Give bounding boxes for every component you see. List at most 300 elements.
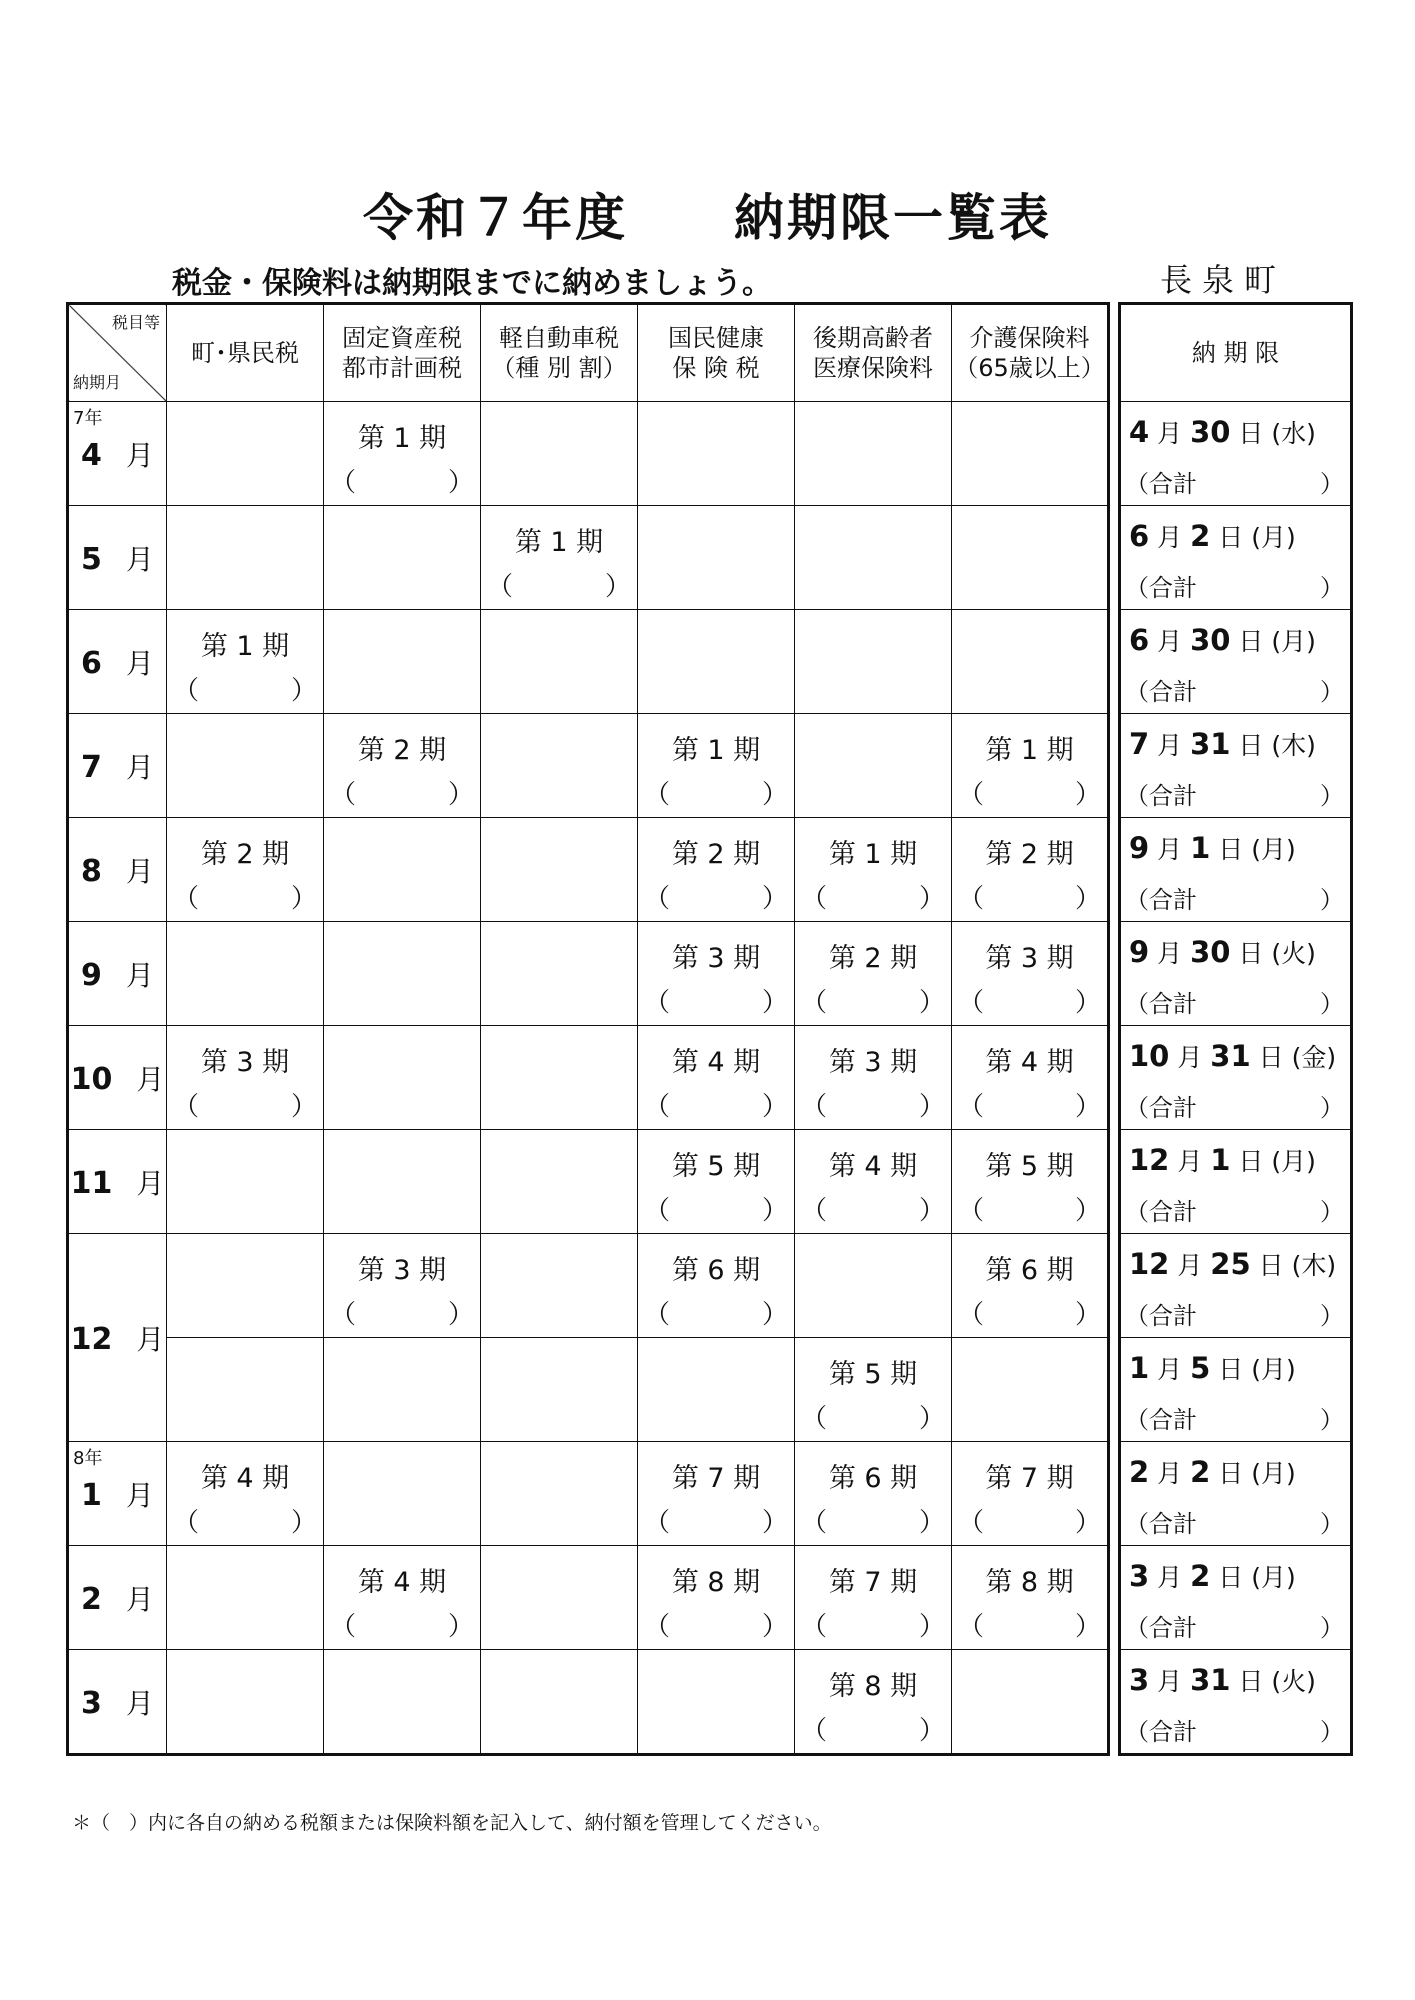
month-cell (68, 402, 167, 506)
deadline-row (1120, 818, 1352, 922)
deadline-cell (1120, 1130, 1352, 1234)
installment-label: 第 1 期 (357, 423, 447, 454)
schedule-cell (167, 402, 324, 506)
total-entry-field[interactable] (1125, 1192, 1344, 1227)
schedule-cell (952, 922, 1109, 1026)
schedule-cell (795, 1442, 952, 1546)
paren-open: （ (330, 1612, 357, 1642)
schedule-cell (638, 1130, 795, 1234)
deadline-date (1129, 1038, 1346, 1074)
schedule-cell (952, 1338, 1109, 1442)
installment-label: 第 7 期 (985, 1463, 1074, 1494)
installment-label: 第 1 期 (828, 839, 918, 870)
amount-entry-field[interactable] (330, 774, 474, 811)
schedule-cell (167, 714, 324, 818)
deadline-weekday: (月) (1271, 627, 1316, 656)
table-row (68, 1026, 1109, 1130)
month-cell (68, 1546, 167, 1650)
table-row (68, 922, 1109, 1026)
schedule-cell (952, 1650, 1109, 1755)
total-entry-field[interactable] (1125, 1400, 1344, 1435)
col-header-line: 国民健康 (668, 324, 764, 352)
paren-close: ） (290, 676, 317, 706)
paren-open: （ (330, 468, 357, 498)
paren-open: （ (173, 676, 200, 706)
amount-entry-field[interactable] (958, 1086, 1101, 1123)
table-row (68, 402, 1109, 506)
month-number: 5 (81, 541, 102, 577)
paren-open: （ (801, 884, 828, 914)
schedule-cell (795, 922, 952, 1026)
paren-open: （ (801, 1092, 828, 1122)
deadline-weekday: (月) (1251, 835, 1296, 864)
deadline-weekday: (木) (1291, 1251, 1337, 1280)
deadline-month-unit: 月 (1157, 1355, 1183, 1384)
col-header-line: 町･県民税 (191, 339, 299, 367)
paren-close: ） (447, 1300, 474, 1330)
schedule-cell (952, 1026, 1109, 1130)
installment-label: 第 6 期 (671, 1255, 761, 1286)
paren-close: ） (761, 1092, 788, 1122)
deadline-month: 3 (1129, 1663, 1150, 1697)
col-header-line: 都市計画税 (342, 354, 462, 382)
col-header-property-tax (324, 304, 481, 402)
schedule-cell (638, 1338, 795, 1442)
deadline-cell (1120, 1234, 1352, 1338)
amount-entry-field[interactable] (801, 982, 945, 1019)
paren-close: ） (1320, 1302, 1344, 1330)
schedule-cell (324, 1546, 481, 1650)
table-row (68, 818, 1109, 922)
month-label (69, 1058, 166, 1098)
total-entry-field[interactable] (1125, 1504, 1344, 1539)
month-cell (68, 1442, 167, 1546)
deadline-day: 30 (1190, 623, 1231, 657)
amount-entry-field[interactable] (801, 1502, 945, 1539)
installment-label: 第 7 期 (828, 1567, 918, 1598)
total-label: （合計 (1125, 886, 1197, 914)
total-entry-field[interactable] (1125, 1608, 1344, 1643)
deadline-row (1120, 714, 1352, 818)
deadline-month-unit: 月 (1177, 1251, 1203, 1280)
paren-close: ） (761, 1196, 788, 1226)
deadline-month-unit: 月 (1177, 1147, 1203, 1176)
paren-open: （ (173, 1092, 200, 1122)
schedule-cell (638, 922, 795, 1026)
deadline-day-unit: 日 (1238, 939, 1264, 968)
deadline-day-unit: 日 (1218, 1563, 1244, 1592)
deadline-month-unit: 月 (1157, 835, 1183, 864)
paren-open: （ (958, 780, 985, 810)
paren-close: ） (290, 1508, 317, 1538)
deadline-month-unit: 月 (1157, 1563, 1183, 1592)
deadline-month: 1 (1129, 1351, 1150, 1385)
month-unit: 月 (136, 1166, 165, 1200)
amount-entry-field[interactable] (173, 878, 317, 915)
amount-entry-field[interactable] (958, 1294, 1101, 1331)
amount-entry-field[interactable] (173, 1086, 317, 1123)
month-unit: 月 (125, 854, 154, 888)
deadline-day-unit: 日 (1238, 419, 1264, 448)
paren-close: ） (761, 1612, 788, 1642)
amount-entry-field[interactable] (644, 1502, 788, 1539)
schedule-cell (638, 818, 795, 922)
amount-entry-field[interactable] (644, 1294, 788, 1331)
installment-label: 第 7 期 (671, 1463, 761, 1494)
month-number: 12 (70, 1321, 113, 1357)
schedule-cell (324, 610, 481, 714)
deadline-month: 12 (1129, 1143, 1170, 1177)
amount-entry-field[interactable] (644, 1086, 788, 1123)
schedule-cell (167, 1234, 324, 1338)
amount-entry-field[interactable] (958, 878, 1101, 915)
deadline-cell (1120, 1650, 1352, 1755)
amount-entry-field[interactable] (644, 1190, 788, 1227)
deadline-month-unit: 月 (1157, 419, 1183, 448)
schedule-cell (481, 506, 638, 610)
schedule-cell (952, 1546, 1109, 1650)
schedule-cell (481, 714, 638, 818)
deadline-day-unit: 日 (1218, 1355, 1244, 1384)
installment-label: 第 5 期 (828, 1359, 918, 1390)
deadline-day: 30 (1190, 415, 1231, 449)
installment-label: 第 1 期 (514, 527, 604, 558)
amount-entry-field[interactable] (958, 1606, 1101, 1643)
month-number: 2 (81, 1581, 102, 1617)
schedule-cell (795, 1546, 952, 1650)
schedule-cell (638, 402, 795, 506)
total-label: （合計 (1125, 1406, 1197, 1434)
paren-close: ） (290, 1092, 317, 1122)
paren-close: ） (1074, 1508, 1101, 1538)
amount-entry-field[interactable] (644, 878, 788, 915)
paren-close: ） (1074, 884, 1101, 914)
month-cell (68, 1234, 167, 1442)
fiscal-year-label: 7年 (73, 408, 103, 429)
deadline-day: 5 (1190, 1351, 1211, 1385)
amount-entry-field[interactable] (958, 1502, 1101, 1539)
amount-entry-field[interactable] (644, 1606, 788, 1643)
amount-entry-field[interactable] (330, 1606, 474, 1643)
deadline-month-unit: 月 (1157, 939, 1183, 968)
deadline-day-unit: 日 (1218, 1459, 1244, 1488)
schedule-cell (638, 1546, 795, 1650)
amount-entry-field[interactable] (801, 1190, 945, 1227)
paren-open: （ (330, 780, 357, 810)
deadline-weekday: (火) (1271, 939, 1316, 968)
deadline-cell (1120, 1546, 1352, 1650)
installment-label: 第 3 期 (671, 943, 761, 974)
amount-entry-field[interactable] (173, 1502, 317, 1539)
paren-close: ） (918, 988, 945, 1018)
deadline-weekday: (月) (1271, 1147, 1316, 1176)
month-label (69, 1318, 166, 1358)
table-row (68, 1338, 1109, 1442)
deadline-day: 31 (1190, 727, 1231, 761)
total-label: （合計 (1125, 1198, 1197, 1226)
schedule-cell (481, 1546, 638, 1650)
amount-entry-field[interactable] (958, 774, 1101, 811)
deadline-day: 31 (1190, 1663, 1231, 1697)
schedule-cell (795, 402, 952, 506)
total-entry-field[interactable] (1125, 776, 1344, 811)
paren-open: （ (801, 1404, 828, 1434)
deadline-row (1120, 1546, 1352, 1650)
amount-entry-field[interactable] (801, 1398, 945, 1435)
paren-close: ） (1320, 470, 1344, 498)
paren-close: ） (918, 1612, 945, 1642)
installment-label: 第 3 期 (357, 1255, 447, 1286)
schedule-cell (638, 1234, 795, 1338)
col-header-line: 後期高齢者 (813, 324, 933, 352)
schedule-cell (167, 610, 324, 714)
amount-entry-field[interactable] (801, 1710, 945, 1747)
month-number: 7 (81, 749, 102, 785)
deadline-month: 9 (1129, 935, 1150, 969)
paren-close: ） (761, 988, 788, 1018)
deadline-weekday: (月) (1251, 1355, 1296, 1384)
deadline-weekday: (月) (1251, 1459, 1296, 1488)
schedule-cell (481, 1130, 638, 1234)
paren-open: （ (644, 780, 671, 810)
paren-open: （ (801, 988, 828, 1018)
deadline-date (1129, 830, 1346, 866)
month-number: 4 (81, 437, 102, 473)
month-unit: 月 (125, 438, 154, 472)
deadline-cell (1120, 506, 1352, 610)
deadline-date (1129, 726, 1346, 762)
amount-entry-field[interactable] (801, 1606, 945, 1643)
amount-entry-field[interactable] (487, 566, 631, 603)
amount-entry-field[interactable] (801, 878, 945, 915)
schedule-cell (324, 1234, 481, 1338)
installment-label: 第 2 期 (985, 839, 1074, 870)
schedule-cell (324, 1338, 481, 1442)
tax-schedule-table (66, 302, 1110, 1756)
total-entry-field[interactable] (1125, 880, 1344, 915)
installment-label: 第 3 期 (828, 1047, 918, 1078)
deadline-header: 納 期 限 (1120, 304, 1352, 402)
month-label (69, 1474, 166, 1514)
deadline-month: 12 (1129, 1247, 1170, 1281)
deadline-row (1120, 922, 1352, 1026)
paren-open: （ (644, 988, 671, 1018)
month-cell (68, 818, 167, 922)
table-row (68, 610, 1109, 714)
schedule-cell (324, 506, 481, 610)
total-entry-field[interactable] (1125, 1088, 1344, 1123)
paren-close: ） (761, 780, 788, 810)
deadline-table (1118, 302, 1353, 1756)
paren-close: ） (1074, 1092, 1101, 1122)
table-row (68, 714, 1109, 818)
schedule-cell (167, 922, 324, 1026)
paren-close: ） (918, 1508, 945, 1538)
schedule-cell (481, 402, 638, 506)
paren-open: （ (801, 1508, 828, 1538)
installment-label: 第 3 期 (200, 1047, 290, 1078)
schedule-cell (324, 714, 481, 818)
paren-open: （ (958, 1196, 985, 1226)
total-entry-field[interactable] (1125, 1296, 1344, 1331)
schedule-cell (638, 1026, 795, 1130)
col-header-line: 医療保険料 (813, 354, 933, 382)
paren-close: ） (918, 884, 945, 914)
amount-entry-field[interactable] (958, 982, 1101, 1019)
amount-entry-field[interactable] (644, 982, 788, 1019)
schedule-cell (795, 1234, 952, 1338)
month-label (69, 434, 166, 474)
amount-entry-field[interactable] (173, 670, 317, 707)
schedule-cell (952, 818, 1109, 922)
schedule-cell (481, 1026, 638, 1130)
schedule-cell (324, 1650, 481, 1755)
total-label: （合計 (1125, 678, 1197, 706)
month-number: 3 (81, 1685, 102, 1721)
deadline-date (1129, 1454, 1346, 1490)
paren-close: ） (761, 884, 788, 914)
schedule-cell (324, 1130, 481, 1234)
paren-open: （ (801, 1196, 828, 1226)
total-label: （合計 (1125, 1614, 1197, 1642)
paren-open: （ (644, 1196, 671, 1226)
deadline-day: 31 (1210, 1039, 1251, 1073)
paren-open: （ (801, 1612, 828, 1642)
amount-entry-field[interactable] (330, 1294, 474, 1331)
month-cell (68, 1026, 167, 1130)
paren-close: ） (761, 1300, 788, 1330)
col-header-light-vehicle-tax (481, 304, 638, 402)
paren-open: （ (644, 1508, 671, 1538)
schedule-cell (324, 402, 481, 506)
deadline-month: 3 (1129, 1559, 1150, 1593)
total-entry-field[interactable] (1125, 568, 1344, 603)
month-cell (68, 610, 167, 714)
deadline-weekday: (水) (1271, 419, 1316, 448)
deadline-date (1129, 622, 1346, 658)
fiscal-year-label: 8年 (73, 1448, 103, 1469)
installment-label: 第 8 期 (671, 1567, 761, 1598)
deadline-day-unit: 日 (1238, 1147, 1264, 1176)
schedule-cell (638, 506, 795, 610)
schedule-cell (167, 1546, 324, 1650)
paren-open: （ (801, 1716, 828, 1746)
amount-entry-field[interactable] (330, 462, 474, 499)
deadline-row (1120, 1650, 1352, 1755)
amount-entry-field[interactable] (958, 1190, 1101, 1227)
deadline-day-unit: 日 (1238, 731, 1264, 760)
deadline-month: 4 (1129, 415, 1150, 449)
installment-label: 第 4 期 (200, 1463, 290, 1494)
deadline-row (1120, 1130, 1352, 1234)
col-header-elderly-medical (795, 304, 952, 402)
schedule-cell (952, 402, 1109, 506)
deadline-day: 30 (1190, 935, 1231, 969)
installment-label: 第 6 期 (985, 1255, 1074, 1286)
schedule-cell (795, 1338, 952, 1442)
deadline-day-unit: 日 (1218, 835, 1244, 864)
schedule-cell (638, 1650, 795, 1755)
amount-entry-field[interactable] (644, 774, 788, 811)
paren-open: （ (958, 988, 985, 1018)
corner-month-label: 納期月 (73, 373, 122, 392)
paren-close: ） (1320, 1614, 1344, 1642)
schedule-cell (324, 1442, 481, 1546)
deadline-cell (1120, 610, 1352, 714)
total-entry-field[interactable] (1125, 984, 1344, 1019)
col-header-line: 保 険 税 (672, 354, 760, 382)
deadline-cell (1120, 922, 1352, 1026)
col-header-line: （65歳以上） (954, 354, 1105, 382)
amount-entry-field[interactable] (801, 1086, 945, 1123)
schedule-cell (481, 1234, 638, 1338)
table-row (68, 1650, 1109, 1755)
schedule-cell (167, 506, 324, 610)
total-label: （合計 (1125, 1718, 1197, 1746)
installment-label: 第 2 期 (200, 839, 290, 870)
schedule-cell (167, 1650, 324, 1755)
installment-label: 第 5 期 (671, 1151, 761, 1182)
total-label: （合計 (1125, 1302, 1197, 1330)
total-entry-field[interactable] (1125, 1712, 1344, 1747)
deadline-date (1129, 1142, 1346, 1178)
deadline-day-unit: 日 (1218, 523, 1244, 552)
deadline-row (1120, 1234, 1352, 1338)
table-row (68, 1234, 1109, 1338)
schedule-cell (481, 610, 638, 714)
schedule-cell (481, 1442, 638, 1546)
schedule-cell (324, 922, 481, 1026)
month-cell (68, 922, 167, 1026)
deadline-date (1129, 1350, 1346, 1386)
month-unit: 月 (136, 1062, 165, 1096)
month-label (69, 850, 166, 890)
installment-label: 第 1 期 (671, 735, 761, 766)
deadline-day-unit: 日 (1258, 1043, 1284, 1072)
month-label (69, 642, 166, 682)
col-header-line: 軽自動車税 (499, 324, 619, 352)
paren-open: （ (330, 1300, 357, 1330)
schedule-cell (952, 1442, 1109, 1546)
schedule-cell (795, 1130, 952, 1234)
deadline-cell (1120, 402, 1352, 506)
schedule-cell (167, 1026, 324, 1130)
deadline-month-unit: 月 (1157, 1667, 1183, 1696)
schedule-cell (481, 1338, 638, 1442)
schedule-cell (795, 714, 952, 818)
col-header-health-insurance (638, 304, 795, 402)
paren-close: ） (761, 1508, 788, 1538)
schedule-cell (638, 1442, 795, 1546)
deadline-date (1129, 934, 1346, 970)
schedule-cell (795, 1650, 952, 1755)
deadline-day-unit: 日 (1238, 1667, 1264, 1696)
installment-label: 第 3 期 (985, 943, 1074, 974)
total-entry-field[interactable] (1125, 464, 1344, 499)
table-row (68, 1130, 1109, 1234)
paren-close: ） (918, 1196, 945, 1226)
deadline-row (1120, 402, 1352, 506)
footnote: ＊（ ）内に各自の納める税額または保険料額を記入して、納付額を管理してください。 (72, 1812, 832, 1834)
month-unit: 月 (125, 542, 154, 576)
paren-close: ） (1320, 990, 1344, 1018)
paren-close: ） (1320, 574, 1344, 602)
installment-label: 第 2 期 (357, 735, 447, 766)
schedule-cell (952, 714, 1109, 818)
total-entry-field[interactable] (1125, 672, 1344, 707)
deadline-row (1120, 1338, 1352, 1442)
schedule-cell (952, 610, 1109, 714)
